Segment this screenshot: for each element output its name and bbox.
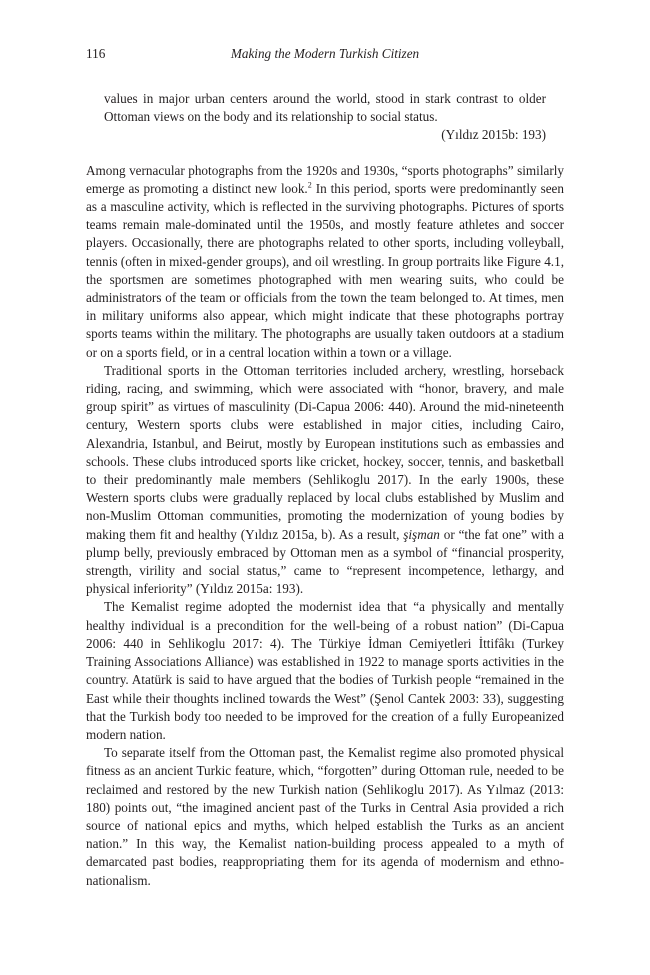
quote-citation: (Yıldız 2015b: 193) <box>441 127 546 143</box>
paragraph-3: The Kemalist regime adopted the modernist idea that “a physically and mentally healthy individual is a precondition for the well-being of a robust nation” (Di-Capua 2006: 440 in Sehlikoglu 2017: 4). The Türkiye İdman Cemiyetleri İttifâkı (Turkey Training Associations Alliance) was established in 1922 to manage sports activities in the country. Atatürk is said to have argued that the bodies of Turkish people “remained in the East while their thoughts inclined towards the West” (Şenol Cantek 2003: 33), suggesting that the Turkish body too needed to be improved for the creation of a fully Europeanized modern nation. <box>86 599 564 742</box>
paragraph-2 <box>86 362 564 599</box>
block-quote: values in major urban centers around the world, stood in stark contrast to older Ottoman views on the body and its relationship to social status. <box>104 91 546 125</box>
paragraph-1 <box>86 162 564 362</box>
paragraph-4: To separate itself from the Ottoman past, the Kemalist regime also promoted physical fitness as an ancient Turkic feature, which, “forgotten” during Ottoman rule, needed to be reclaimed and restored by the new Turkish nation (Sehlikoglu 2017). As Yılmaz (2013: 180) points out, “the imagined ancient past of the Turks in Central Asia provided a rich source of national epics and myths, which helped establish the Turks as an ancient nation.” In this way, the Kemalist nation-building process appealed to a myth of demarcated past bodies, reappropriating them for its agenda of modernism and ethno-nationalism. <box>86 745 564 888</box>
page-header <box>86 46 564 66</box>
page-body <box>86 90 564 890</box>
page-number: 116 <box>86 46 106 61</box>
paragraph-2-text-b: or “the fat one” with a plump belly, previously embraced by Ottoman men as a symbol of “financial prosperity, strength, virility and social status,” came to “represent incompetence, lethargy, and physical inferiority” (Yıldız 2015a: 193). <box>86 526 564 597</box>
running-title: Making the Modern Turkish Citizen <box>230 46 420 61</box>
italic-term: şişman <box>403 526 440 542</box>
paragraph-1-text-a: Among vernacular photographs from the 1920s and 1930s, “sports photographs” similarly emerge as promoting a distinct new look. <box>86 162 564 196</box>
footnote-marker: 2 <box>307 180 312 190</box>
paragraph-1-text-b: In this period, sports were predominantly seen as a masculine activity, which is reflected in the surviving photographs. Pictures of sports teams remain male-dominated until the 1950s, and mostly feature athletes and soccer players. Occasionally, there are photographs related to other sports, including volleyball, tennis (often in mixed-gender groups), and oil wrestling. In group portraits like Figure 4.1, the sportsmen are sometimes photographed with men wearing suits, who could be administrators of the team or officials from the town the team belonged to. At times, men in military uniforms also appear, which might indicate that these photographs portray sports teams within the military. The photographs are usually taken outdoors at a stadium or on a sports field, or in a central location within a town or a village. <box>86 180 565 360</box>
paragraph-2-text-a: Traditional sports in the Ottoman territories included archery, wrestling, horseback riding, racing, and swimming, which were associated with “honor, bravery, and male group spirit” as virtues of masculinity (Di-Capua 2006: 440). Around the mid-nineteenth century, Western sports clubs were established in major cities, including Cairo, Alexandria, Istanbul, and Beirut, mostly by European institutions such as embassies and schools. These clubs introduced sports like cricket, hockey, soccer, tennis, and basketball to their predominantly male members (Sehlikoglu 2017). In the early 1900s, these Western sports clubs were gradually replaced by local clubs established by Muslim and non-Muslim Ottoman communities, promoting the modernization of young bodies by making them fit and healthy (Yıldız 2015a, b). As a result, <box>86 362 564 542</box>
